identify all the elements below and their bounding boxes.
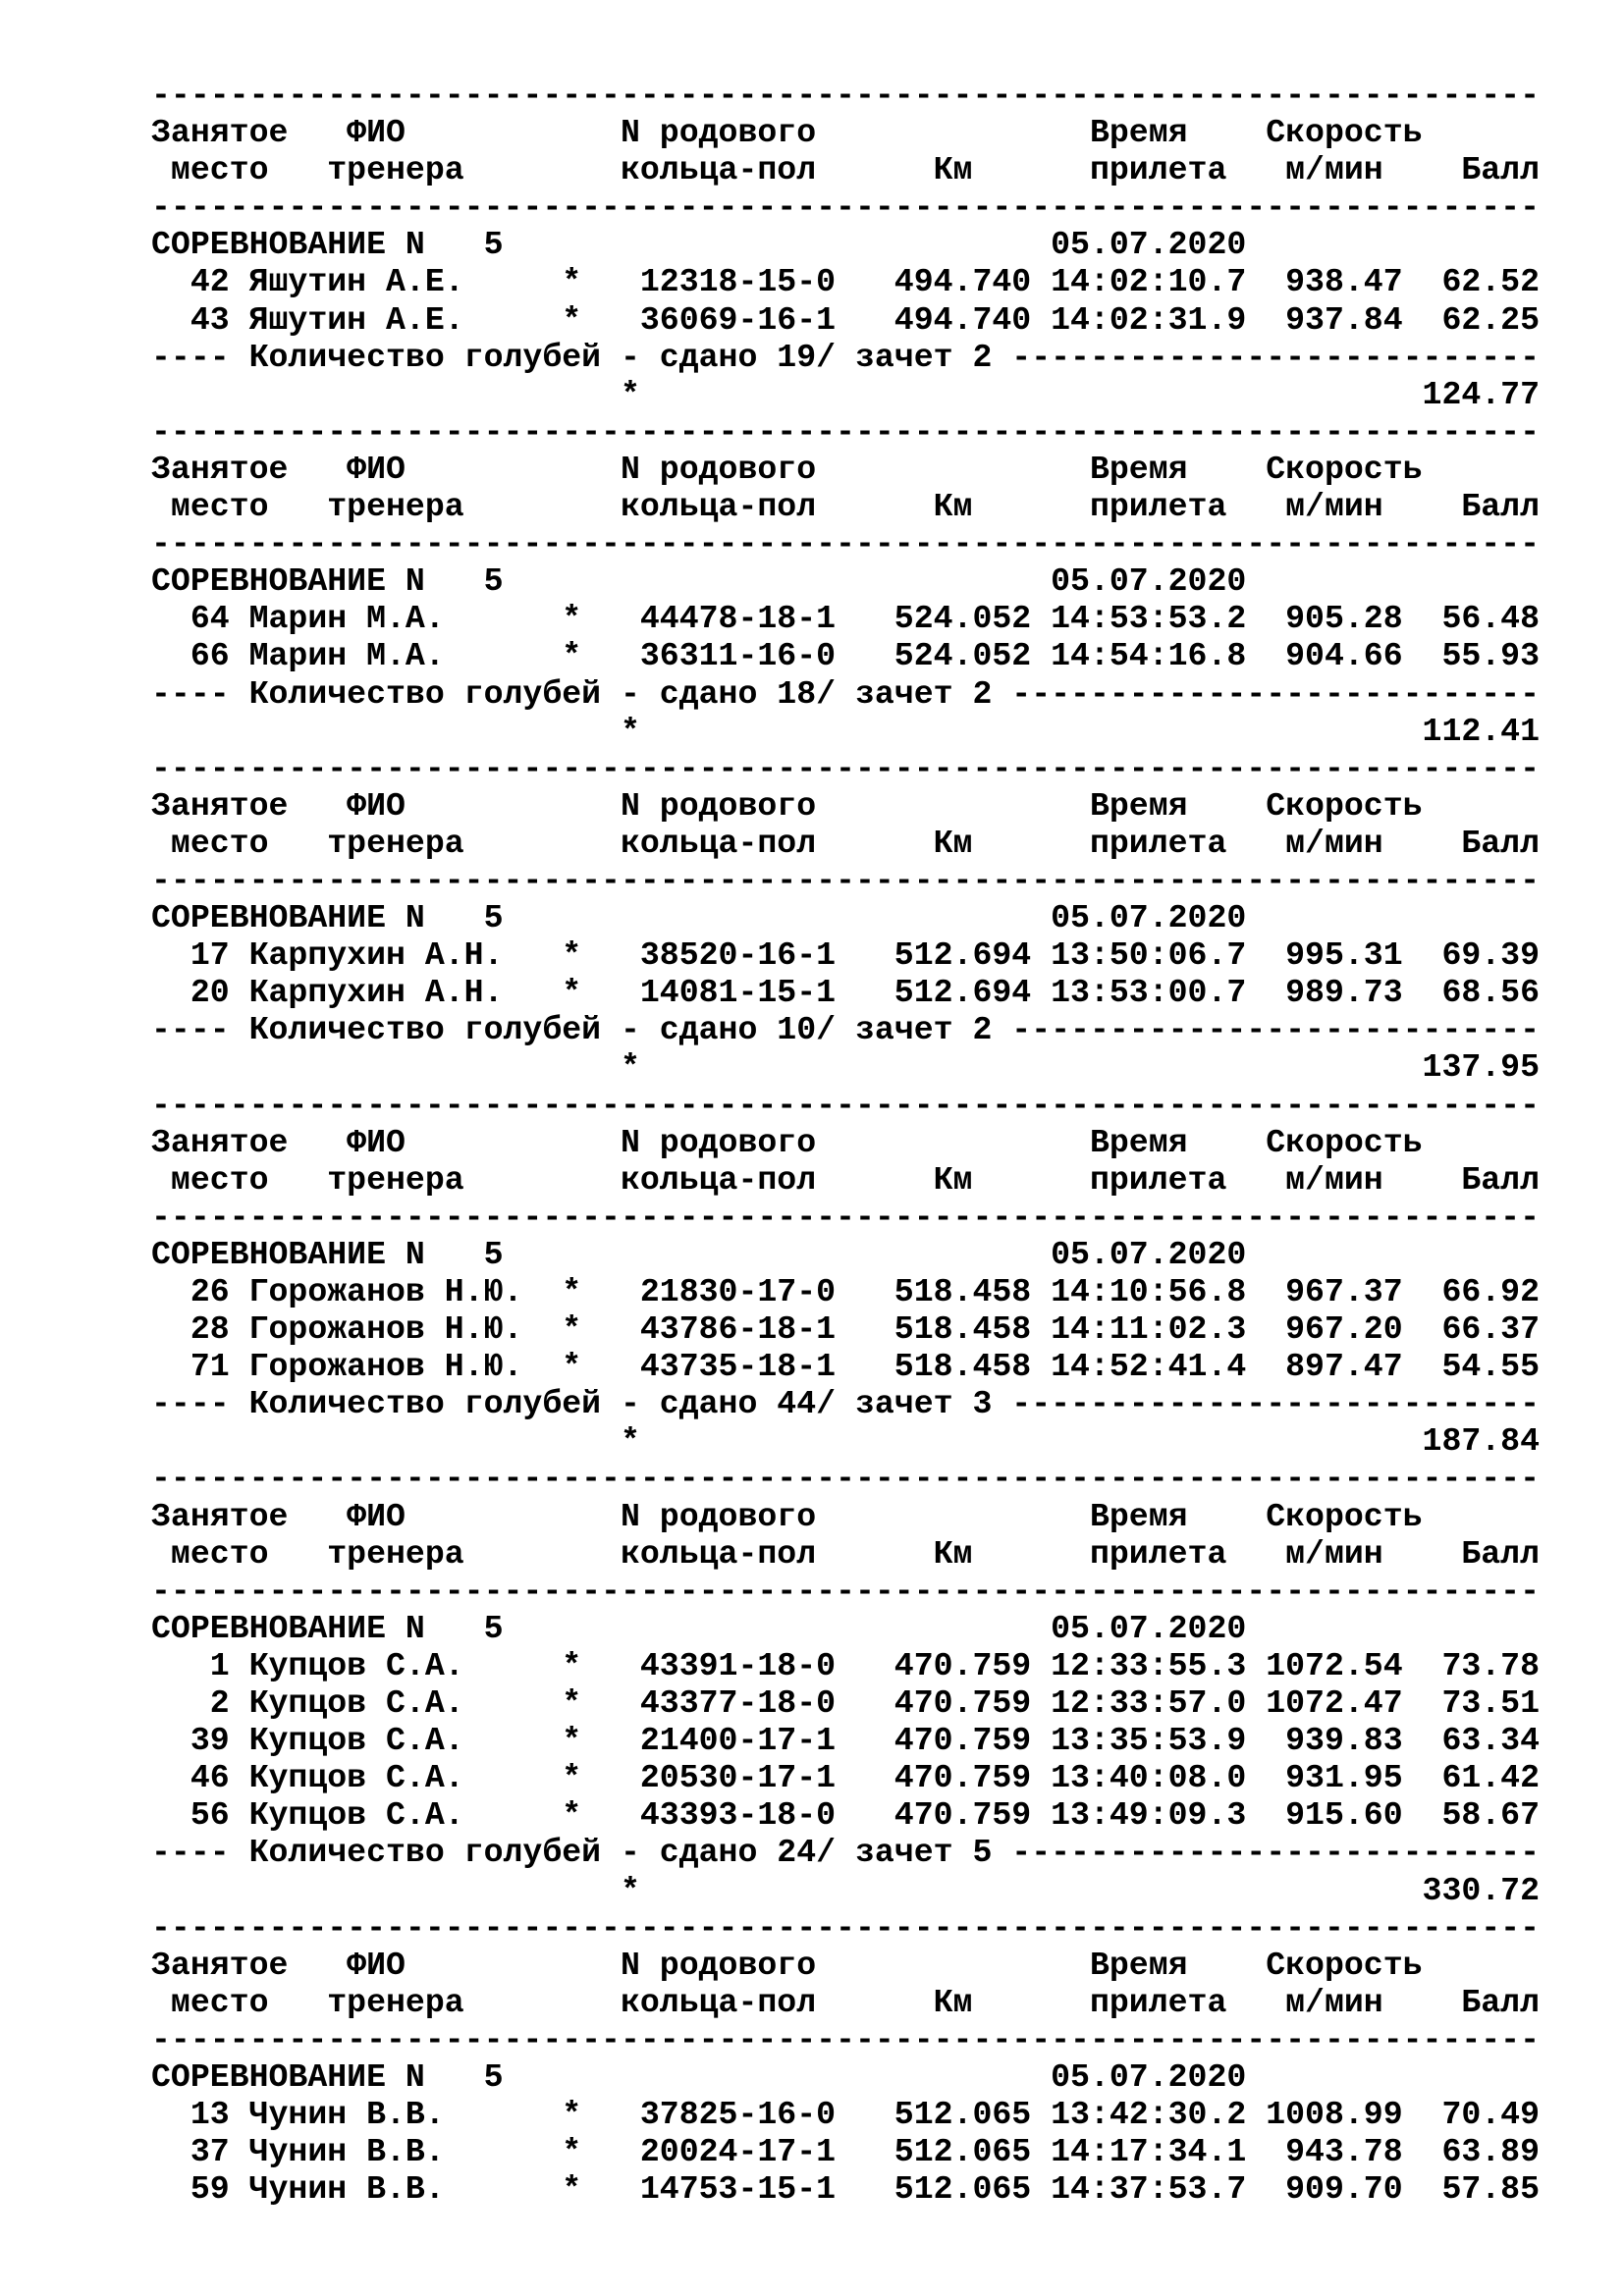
divider-line: ----------------------------------------------------------------------- [151,861,1541,899]
result-row: 46 Купцов С.А. * 20530-17-1 470.759 13:40:08.0 931.95 61.42 [151,1759,1541,1797]
column-header-line: место тренера кольца-пол Км прилета м/мин Балл [151,1534,1541,1573]
column-header-line: Занятое ФИО N родового Время Скорость [151,114,1423,152]
total-score-line: * 112.41 [151,712,1541,750]
result-row: 2 Купцов С.А. * 43377-18-0 470.759 12:33:57.0 1072.47 73.51 [151,1684,1541,1723]
total-score-line: * 330.72 [151,1871,1541,1909]
summary-line: ---- Количество голубей - сдано 24/ зачет 5 --------------------------- [151,1834,1541,1872]
column-header-line: Занятое ФИО N родового Время Скорость [151,786,1423,825]
column-header-line: место тренера кольца-пол Км прилета м/мин Балл [151,1983,1541,2021]
divider-line: ----------------------------------------------------------------------- [151,749,1541,787]
total-score-line: * 124.77 [151,375,1541,413]
competition-header-line: СОРЕВНОВАНИЕ N 5 05.07.2020 [151,1235,1247,1273]
competition-header-line: СОРЕВНОВАНИЕ N 5 05.07.2020 [151,226,1247,264]
column-header-line: Занятое ФИО N родового Время Скорость [151,1946,1423,1984]
result-row: 28 Горожанов Н.Ю. * 43786-18-1 518.458 14:11:02.3 967.20 66.37 [151,1310,1541,1349]
result-row: 42 Яшутин А.Е. * 12318-15-0 494.740 14:02:10.7 938.47 62.52 [151,263,1541,301]
column-header-line: Занятое ФИО N родового Время Скорость [151,1497,1423,1535]
divider-line: ----------------------------------------------------------------------- [151,77,1541,114]
divider-line: ----------------------------------------------------------------------- [151,525,1541,563]
competition-header-line: СОРЕВНОВАНИЕ N 5 05.07.2020 [151,1609,1247,1647]
summary-line: ---- Количество голубей - сдано 10/ зачет 2 --------------------------- [151,1011,1541,1049]
divider-line: ----------------------------------------------------------------------- [151,1572,1541,1610]
result-row: 37 Чунин В.В. * 20024-17-1 512.065 14:17:34.1 943.78 63.89 [151,2133,1541,2171]
result-row: 64 Марин М.А. * 44478-18-1 524.052 14:53:53.2 905.28 56.48 [151,600,1541,638]
result-row: 26 Горожанов Н.Ю. * 21830-17-0 518.458 14:10:56.8 967.37 66.92 [151,1273,1541,1310]
divider-line: ----------------------------------------------------------------------- [151,412,1541,451]
summary-line: ---- Количество голубей - сдано 19/ зачет 2 --------------------------- [151,338,1541,376]
column-header-line: место тренера кольца-пол Км прилета м/мин Балл [151,1160,1541,1199]
summary-line: ---- Количество голубей - сдано 18/ зачет 2 --------------------------- [151,674,1541,713]
column-header-line: место тренера кольца-пол Км прилета м/мин Балл [151,151,1541,189]
total-score-line: * 137.95 [151,1048,1541,1087]
divider-line: ----------------------------------------------------------------------- [151,188,1541,227]
competition-header-line: СОРЕВНОВАНИЕ N 5 05.07.2020 [151,899,1247,937]
column-header-line: место тренера кольца-пол Км прилета м/мин Балл [151,488,1541,526]
result-row: 39 Купцов С.А. * 21400-17-1 470.759 13:35:53.9 939.83 63.34 [151,1722,1541,1760]
divider-line: ----------------------------------------------------------------------- [151,1460,1541,1498]
result-row: 1 Купцов С.А. * 43391-18-0 470.759 12:33:55.3 1072.54 73.78 [151,1646,1541,1684]
column-header-line: Занятое ФИО N родового Время Скорость [151,1123,1423,1161]
result-row: 56 Купцов С.А. * 43393-18-0 470.759 13:49:09.3 915.60 58.67 [151,1796,1541,1835]
result-row: 20 Карпухин А.Н. * 14081-15-1 512.694 13:53:00.7 989.73 68.56 [151,974,1541,1012]
divider-line: ----------------------------------------------------------------------- [151,2020,1541,2058]
result-row: 43 Яшутин А.Е. * 36069-16-1 494.740 14:02:31.9 937.84 62.25 [151,300,1541,339]
column-header-line: место тренера кольца-пол Км прилета м/мин Балл [151,824,1541,862]
result-row: 59 Чунин В.В. * 14753-15-1 512.065 14:37:53.7 909.70 57.85 [151,2170,1541,2209]
result-row: 17 Карпухин А.Н. * 38520-16-1 512.694 13:50:06.7 995.31 69.39 [151,936,1541,975]
competition-header-line: СОРЕВНОВАНИЕ N 5 05.07.2020 [151,562,1247,601]
results-report [151,77,1540,2208]
total-score-line: * 187.84 [151,1422,1541,1461]
result-row: 71 Горожанов Н.Ю. * 43735-18-1 518.458 14:52:41.4 897.47 54.55 [151,1348,1541,1386]
competition-header-line: СОРЕВНОВАНИЕ N 5 05.07.2020 [151,2057,1247,2096]
result-row: 66 Марин М.А. * 36311-16-0 524.052 14:54:16.8 904.66 55.93 [151,637,1541,675]
result-row: 13 Чунин В.В. * 37825-16-0 512.065 13:42:30.2 1008.99 70.49 [151,2096,1541,2134]
divider-line: ----------------------------------------------------------------------- [151,1908,1541,1947]
divider-line: ----------------------------------------------------------------------- [151,1086,1541,1124]
divider-line: ----------------------------------------------------------------------- [151,1198,1541,1236]
summary-line: ---- Количество голубей - сдано 44/ зачет 3 --------------------------- [151,1385,1541,1423]
column-header-line: Занятое ФИО N родового Время Скорость [151,450,1423,488]
